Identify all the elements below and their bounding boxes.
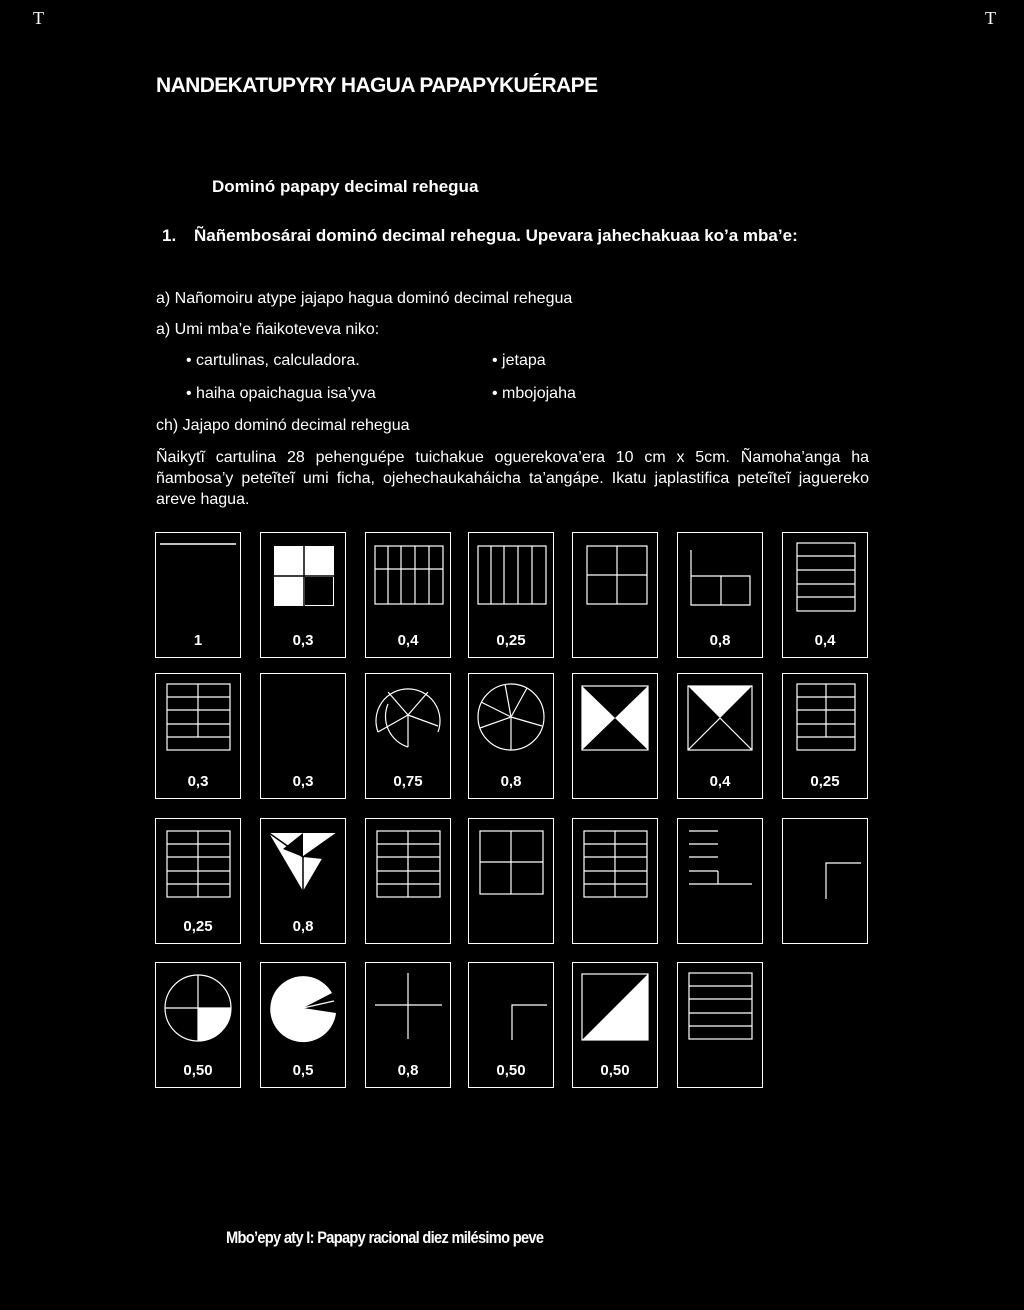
domino-card bbox=[468, 962, 554, 1088]
domino-card bbox=[782, 532, 868, 658]
item-a1: a) Nañomoiru atype jajapo hagua dominó decimal rehegua bbox=[156, 290, 573, 307]
domino-card bbox=[468, 673, 554, 799]
card-value: 0,8 bbox=[292, 918, 314, 935]
card-value: 0,8 bbox=[709, 632, 731, 649]
domino-card bbox=[365, 673, 451, 799]
domino-card bbox=[155, 532, 241, 658]
domino-card bbox=[155, 962, 241, 1088]
domino-card bbox=[572, 818, 658, 944]
domino-card bbox=[260, 532, 346, 658]
card-value: 0,3 bbox=[187, 773, 209, 790]
card-value: 0,25 bbox=[496, 632, 526, 649]
domino-card bbox=[468, 532, 554, 658]
bullet-materials: • cartulinas, calculadora. bbox=[186, 352, 360, 369]
card-value: 0,3 bbox=[292, 773, 314, 790]
domino-card bbox=[677, 962, 763, 1088]
page-title: NANDEKATUPYRY HAGUA PAPAPYKUÉRAPE bbox=[156, 74, 598, 97]
card-value: 0,3 bbox=[292, 632, 314, 649]
item-a2: a) Umi mba’e ñaikoteveva niko: bbox=[156, 321, 380, 338]
corner-mark-right: T bbox=[985, 8, 996, 28]
instructions-paragraph: Ñaikytĩ cartulina 28 pehenguépe tuichakue oguerekova’era 10 cm x 5cm. Ñamoha’anga ha ñambosa’y peteĩteĩ umi ficha, ojehechaukaháicha ta’angápe. Ikatu japlastifica peteĩteĩ jaguereko areve hagua. bbox=[156, 449, 869, 508]
domino-card bbox=[572, 532, 658, 658]
page-footer: Mbo’epy aty I: Papapy racional diez milésimo peve bbox=[226, 1228, 544, 1247]
domino-card bbox=[677, 532, 763, 658]
domino-card bbox=[572, 962, 658, 1088]
card-value: 0,8 bbox=[500, 773, 522, 790]
card-value: 0,50 bbox=[496, 1062, 526, 1079]
card-value: 0,75 bbox=[393, 773, 423, 790]
question-number: 1. bbox=[162, 226, 177, 245]
card-value: 0,4 bbox=[814, 632, 836, 649]
domino-card bbox=[260, 818, 346, 944]
domino-card bbox=[155, 673, 241, 799]
bullet-jetapa: • jetapa bbox=[492, 352, 546, 369]
card-value: 0,25 bbox=[183, 918, 213, 935]
domino-card bbox=[260, 962, 346, 1088]
domino-card bbox=[677, 673, 763, 799]
card-value: 0,8 bbox=[397, 1062, 419, 1079]
domino-card bbox=[572, 673, 658, 799]
card-value: 1 bbox=[193, 632, 203, 649]
card-value: 0,50 bbox=[183, 1062, 213, 1079]
card-value: 0,50 bbox=[600, 1062, 630, 1079]
domino-card bbox=[365, 532, 451, 658]
card-value: 0,25 bbox=[810, 773, 840, 790]
domino-card bbox=[782, 818, 868, 944]
bullet-ruler: • mbojojaha bbox=[492, 385, 576, 402]
domino-card bbox=[468, 818, 554, 944]
corner-mark-left: T bbox=[33, 8, 44, 28]
section-subtitle: Dominó papapy decimal rehegua bbox=[212, 177, 479, 196]
domino-card bbox=[782, 673, 868, 799]
domino-card bbox=[155, 818, 241, 944]
card-value: 0,5 bbox=[292, 1062, 314, 1079]
domino-card bbox=[365, 818, 451, 944]
domino-card bbox=[260, 673, 346, 799]
domino-card bbox=[365, 962, 451, 1088]
bullet-markers: • haiha opaichagua isa’yva bbox=[186, 385, 376, 402]
domino-card bbox=[677, 818, 763, 944]
question-text: Ñañembosárai dominó decimal rehegua. Upevara jahechakuaa ko’a mba’e: bbox=[194, 226, 798, 245]
item-ch: ch) Jajapo dominó decimal rehegua bbox=[156, 417, 410, 434]
card-value: 0,4 bbox=[397, 632, 419, 649]
card-value: 0,4 bbox=[709, 773, 731, 790]
